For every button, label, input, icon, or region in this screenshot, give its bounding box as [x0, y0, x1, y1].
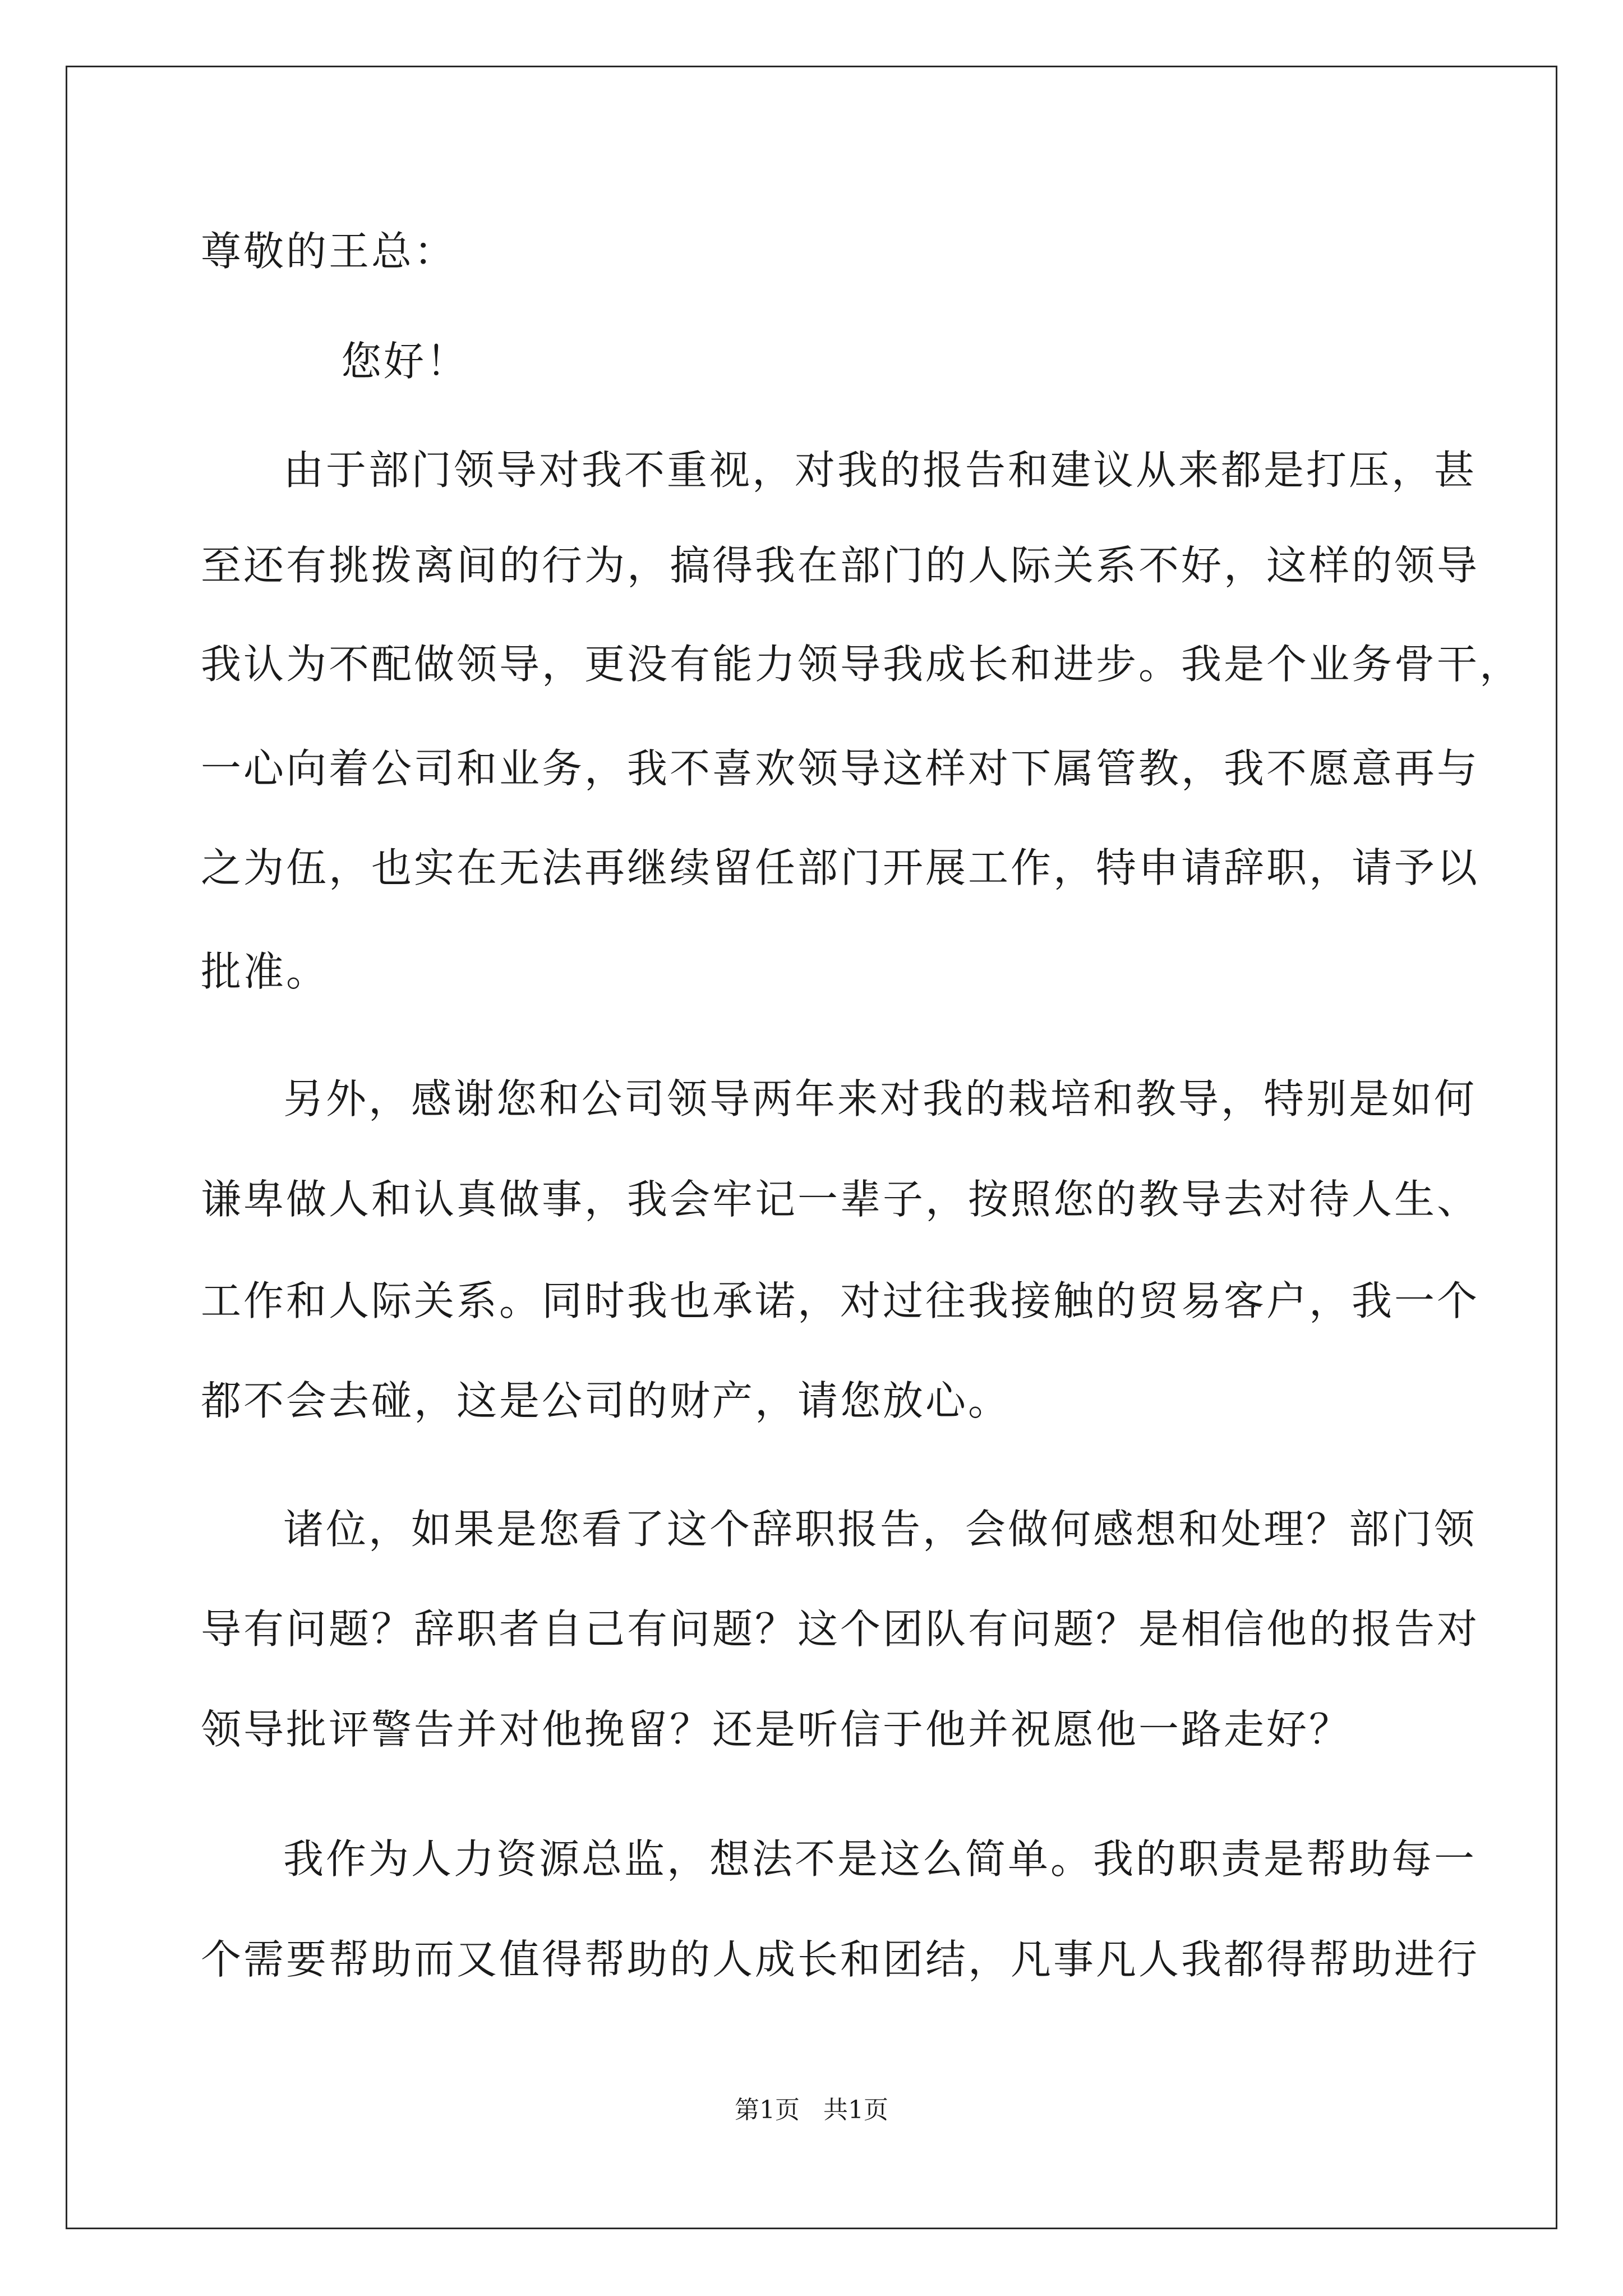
- paragraph-1-line-2: 至还有挑拨离间的行为，搞得我在部门的人际关系不好，这样的领导: [201, 542, 1480, 589]
- salutation: 尊敬的王总：: [201, 228, 457, 275]
- paragraph-3-line-1: 诸位，如果是您看了这个辞职报告，会做何感想和处理？部门领: [283, 1506, 1477, 1553]
- paragraph-1-line-1: 由于部门领导对我不重视，对我的报告和建议从来都是打压，甚: [283, 447, 1477, 494]
- paragraph-4-line-2: 个需要帮助而又值得帮助的人成长和团结，凡事凡人我都得帮助进行: [201, 1936, 1480, 1983]
- greeting: 您好！: [341, 338, 469, 385]
- paragraph-1-line-6: 批准。: [201, 948, 329, 995]
- page-number-footer: 第1页 共1页: [735, 2096, 888, 2124]
- page-frame: [66, 66, 1557, 2229]
- paragraph-2-line-4: 都不会去碰，这是公司的财产，请您放心。: [201, 1377, 1011, 1424]
- paragraph-2-line-1: 另外，感谢您和公司领导两年来对我的栽培和教导，特别是如何: [283, 1075, 1477, 1122]
- paragraph-3-line-3: 领导批评警告并对他挽留？还是听信于他并祝愿他一路走好？: [201, 1706, 1352, 1753]
- paragraph-3-line-2: 导有问题？辞职者自己有问题？这个团队有问题？是相信他的报告对: [201, 1605, 1480, 1653]
- paragraph-1-line-3: 我认为不配做领导，更没有能力领导我成长和进步。我是个业务骨干，: [201, 641, 1523, 688]
- paragraph-1-line-4: 一心向着公司和业务，我不喜欢领导这样对下属管教，我不愿意再与: [201, 745, 1480, 792]
- paragraph-2-line-3: 工作和人际关系。同时我也承诺，对过往我接触的贸易客户，我一个: [201, 1277, 1480, 1324]
- paragraph-1-line-5: 之为伍，也实在无法再继续留任部门开展工作，特申请辞职，请予以: [201, 844, 1480, 891]
- paragraph-4-line-1: 我作为人力资源总监，想法不是这么简单。我的职责是帮助每一: [283, 1835, 1477, 1883]
- paragraph-2-line-2: 谦卑做人和认真做事，我会牢记一辈子，按照您的教导去对待人生、: [201, 1176, 1480, 1223]
